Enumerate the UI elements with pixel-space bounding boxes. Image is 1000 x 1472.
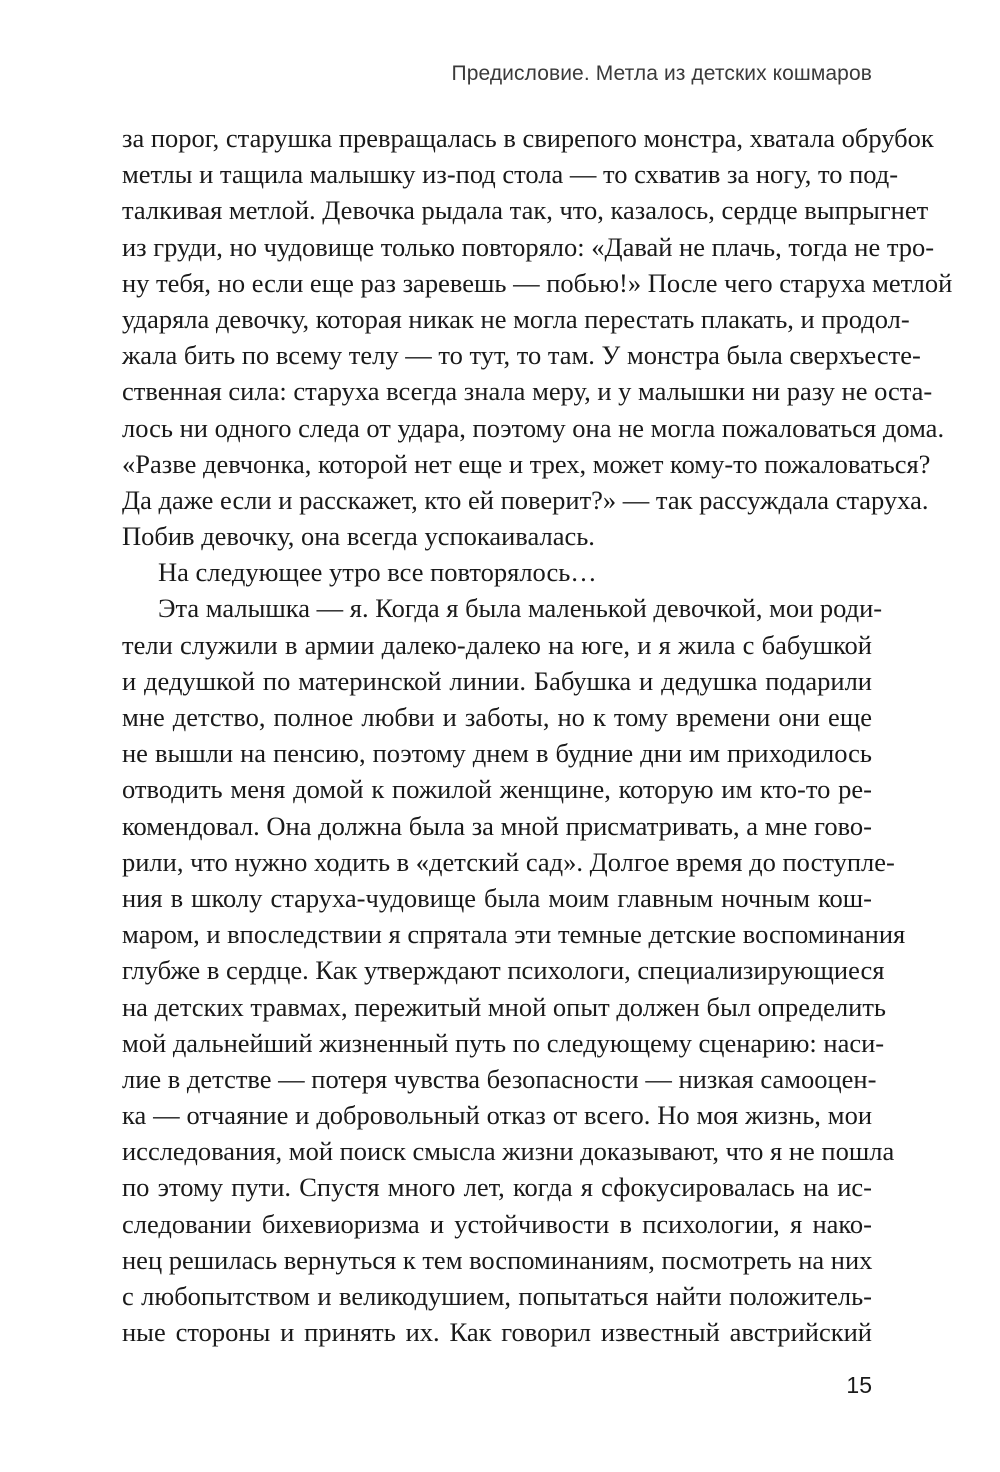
text-line: глубже в сердце. Как утверждают психологи, специализирующиеся <box>122 955 885 986</box>
text-line: ну тебя, но если еще раз заревешь — побью!» После чего старуха метлой <box>122 267 953 298</box>
text-line: исследования, мой поиск смысла жизни доказывают, что я не пошла <box>122 1136 895 1167</box>
body-text <box>122 120 953 1350</box>
text-line: ственная сила: старуха всегда знала меру, и у малышки ни разу не оста- <box>122 376 933 407</box>
text-line: следовании бихевиоризма и устойчивости в психологии, я нако- <box>122 1208 872 1239</box>
text-line: лие в детстве — потеря чувства безопасности — низкая самооцен- <box>122 1063 877 1094</box>
text-line: жала бить по всему телу — то тут, то там. У монстра была сверхъесте- <box>122 340 921 371</box>
text-line: талкивая метлой. Девочка рыдала так, что, казалось, сердце выпрыгнет <box>122 195 929 226</box>
text-line: и дедушкой по материнской линии. Бабушка и дедушка подарили <box>122 665 872 696</box>
text-line: по этому пути. Спустя много лет, когда я сфокусировалась на ис- <box>122 1172 872 1203</box>
text-line: на детских травмах, пережитый мной опыт должен был определить <box>122 991 887 1022</box>
text-line: метлы и тащила малышку из-под стола — то схватив за ногу, то под- <box>122 159 899 190</box>
text-line: комендовал. Она должна была за мной присматривать, а мне гово- <box>122 810 872 841</box>
text-line: мне детство, полное любви и заботы, но к тому времени они еще <box>122 702 872 732</box>
text-line: рили, что нужно ходить в «детский сад». Долгое время до поступле- <box>122 846 895 877</box>
text-line: лось ни одного следа от удара, поэтому она не могла пожаловаться дома. <box>122 412 945 443</box>
text-line: ные стороны и принять их. Как говорил известный австрийский <box>122 1317 872 1348</box>
text-line: Побив девочку, она всегда успокаивалась. <box>122 521 595 552</box>
text-line: мой дальнейший жизненный путь по следующему сценарию: наси- <box>122 1027 885 1058</box>
text-line: «Разве девчонка, которой нет еще и трех, может кому-то пожаловаться? <box>122 448 931 479</box>
text-line: Да даже если и расскажет, кто ей поверит?» — так рассуждала старуха. <box>122 484 929 515</box>
text-line: с любопытством и великодушием, попытаться найти положитель- <box>122 1281 872 1311</box>
text-line: Эта малышка — я. Когда я была маленькой девочкой, мои роди- <box>158 593 883 624</box>
text-line: не вышли на пенсию, поэтому днем в будние дни им приходилось <box>122 738 872 769</box>
text-line: отводить меня домой к пожилой женщине, которую им кто-то ре- <box>122 774 872 805</box>
text-line: тели служили в армии далеко-далеко на юге, и я жила с бабушкой <box>122 629 872 660</box>
text-line: маром, и впоследствии я спрятала эти темные детские воспоминания <box>122 919 906 950</box>
text-line: из груди, но чудовище только повторяло: «Давай не плачь, тогда не тро- <box>122 231 935 262</box>
running-header: Предисловие. Метла из детских кошмаров <box>451 62 872 85</box>
text-line: ударяла девочку, которая никак не могла перестать плакать, и продол- <box>122 303 910 334</box>
text-line: нец решилась вернуться к тем воспоминаниям, посмотреть на них <box>122 1244 873 1275</box>
text-line: ния в школу старуха-чудовище была моим главным ночным кош- <box>122 882 872 913</box>
text-line: ка — отчаяние и добровольный отказ от всего. Но моя жизнь, мои <box>122 1100 872 1131</box>
text-line: На следующее утро все повторялось… <box>158 557 597 588</box>
text-line: за порог, старушка превращалась в свирепого монстра, хватала обрубок <box>122 123 934 153</box>
page-number: 15 <box>846 1372 872 1398</box>
